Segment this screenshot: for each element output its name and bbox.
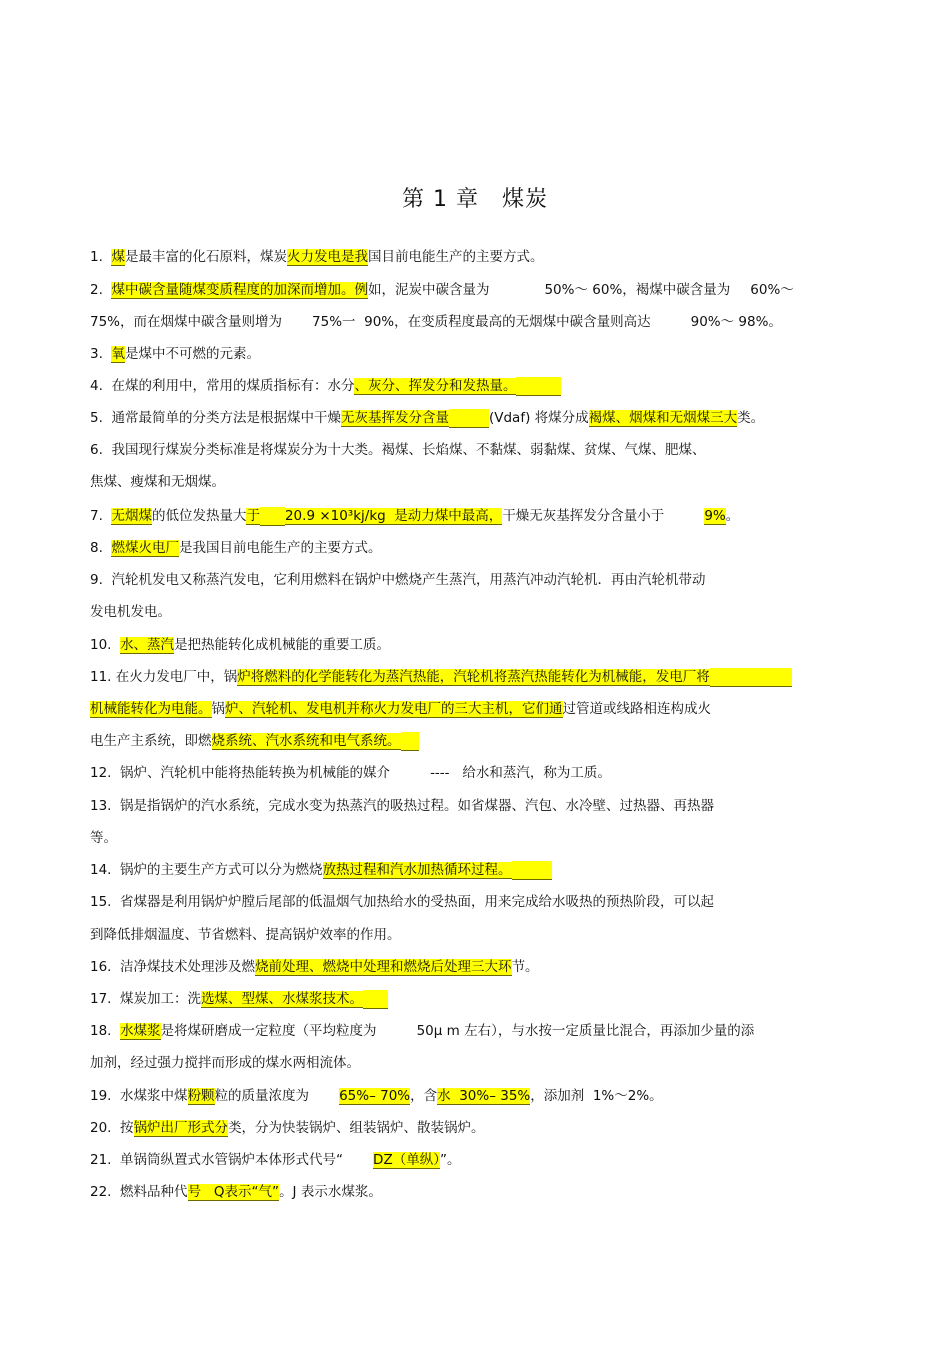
highlighted-text: 机械能转化为电能。 [90,701,212,717]
text-run: 60%～ [750,282,794,298]
text-run: ”。 [439,1152,461,1168]
text-run: 是最丰富的化石原料，煤炭 [124,249,287,265]
text-run: 9. 汽轮机发电又称蒸汽发电，它利用燃料在锅炉中燃烧产生蒸汽，用蒸汽冲动汽轮机．再由汽轮机带动 [90,572,706,588]
text-run: 节。 [511,959,539,975]
highlighted-text: 、灰分、挥发分和发热量。 [354,378,517,394]
paragraph-line [90,990,388,1009]
paragraph-line [90,958,539,976]
text-run: 90%～ 98%。 [690,314,782,330]
highlighted-text: 水煤浆 [120,1023,161,1039]
text-run: 等。 [90,830,117,846]
paragraph-line [90,473,225,491]
highlight-blank [710,668,792,687]
blank-space [377,1022,417,1040]
paragraph-line [90,861,552,880]
paragraph-line [90,1022,754,1040]
text-run: 是煤中不可燃的元素。 [124,346,260,362]
blank-space [651,313,691,331]
blank-space [343,1151,373,1169]
paragraph-line [90,1183,382,1201]
highlight-blank [363,990,388,1009]
highlight-blank [449,409,489,428]
text-run: 18. [90,1023,121,1039]
highlighted-text: 炉、汽轮机、发电机并称火力发电厂的三大主机，它们通 [225,701,563,717]
highlighted-text: 燃煤火电厂 [111,540,179,556]
text-run: 类，分为快装锅炉、组装锅炉、散装锅炉。 [228,1120,485,1136]
paragraph-line [90,1151,460,1169]
paragraph-line [90,700,711,718]
highlighted-text: DZ（单纵） [373,1152,440,1168]
text-run: 。J 表示水煤浆。 [279,1184,382,1200]
text-run: 是将煤研磨成一定粒度（平均粒度为 [160,1023,377,1039]
paragraph-line [90,1119,485,1137]
paragraph-line [90,893,714,911]
paragraph-line [90,829,117,847]
text-run: ---- 给水和蒸汽，称为工质。 [430,765,611,781]
text-run: 过管道或线路相连构成火 [562,701,711,717]
paragraph-line [90,281,794,299]
text-run: 国目前电能生产的主要方式。 [367,249,544,265]
highlight-blank [512,861,552,880]
text-run: ，添加剂 1%～2%。 [530,1088,663,1104]
text-run: 5. 通常最简单的分类方法是根据煤中干燥 [90,410,341,426]
text-run: 19. 水煤浆中煤 [90,1088,188,1104]
paragraph-line [90,377,561,396]
text-run: 电生产主系统，即燃 [90,733,212,749]
text-run: 到降低排烟温度、节省燃料、提高锅炉效率的作用。 [90,927,401,943]
highlighted-text: 炉将燃料的化学能转化为蒸汽热能，汽轮机将蒸汽热能转化为机械能，发电厂将 [237,669,710,685]
text-run: 21. 单锅筒纵置式水管锅炉本体形式代号“ [90,1152,344,1168]
paragraph-line [90,732,419,751]
text-run: ，含 [410,1088,438,1104]
highlighted-text: 放热过程和汽水加热循环过程。 [322,862,512,878]
text-run: 发电机发电。 [90,604,171,620]
text-run: 50μ m 左右），与水按一定质量比混合，再添加少量的添 [416,1023,755,1039]
highlighted-text: 烧系统、汽水系统和电气系统。 [211,733,401,749]
highlighted-text: 水、蒸汽 [120,637,175,653]
highlighted-text: 于 [246,508,260,524]
highlight-blank [260,507,285,526]
paragraph-line [90,764,611,782]
paragraph-line [90,603,171,621]
text-run: (Vdaf) 将煤分成 [488,410,589,426]
blank-space [489,281,544,299]
text-run: 8. [90,540,112,556]
paragraph-line [90,539,381,557]
text-run: 10. [90,637,121,653]
text-run: 2. [90,282,112,298]
highlighted-text: 烧前处理、燃烧中处理和燃烧后处理三大环 [255,959,512,975]
text-run: 焦煤、瘦煤和无烟煤。 [90,474,225,490]
text-run: 类。 [737,410,765,426]
text-run: 的低位发热量大 [151,508,247,524]
paragraph-line [90,668,792,687]
text-run: 22. 燃料品种代 [90,1184,188,1200]
paragraph-line [90,926,401,944]
highlight-blank [516,377,561,396]
text-run: 是我国目前电能生产的主要方式。 [178,540,382,556]
text-run: 1. [90,249,112,265]
blank-space [282,313,312,331]
text-run: 13. 锅是指锅炉的汽水系统，完成水变为热蒸汽的吸热过程。如省煤器、汽包、水冷壁、过热器、再热器 [90,798,715,814]
highlighted-text: 粉颗 [187,1088,215,1104]
text-run: 17. 煤炭加工：洗 [90,991,202,1007]
text-run: 15. 省煤器是利用锅炉炉膛后尾部的低温烟气加热给水的受热面，用来完成给水吸热的预热阶段，可以起 [90,894,715,910]
paragraph-line [90,1054,360,1072]
text-run: 7. [90,508,112,524]
highlighted-text: 火力发电是我 [286,249,368,265]
text-run: 是把热能转化成机械能的重要工质。 [174,637,391,653]
highlighted-text: 褐煤、烟煤和无烟煤三大 [588,410,738,426]
highlighted-text: 水 30%– 35% [437,1088,531,1104]
highlight-blank [401,732,419,751]
highlighted-text: 65%– 70% [339,1088,411,1104]
highlighted-text: 煤 [111,249,125,265]
text-run: 16. 洁净煤技术处理涉及燃 [90,959,256,975]
paragraph-line [90,797,714,815]
highlighted-text: 号 Q表示“气” [187,1184,280,1200]
text-run: 干燥无灰基挥发分含量小于 [502,508,665,524]
highlighted-text: 选煤、型煤、水煤浆技术。 [201,991,364,1007]
text-run: 50%～ 60%，褐煤中碳含量为 [544,282,731,298]
highlighted-text: 锅炉出厂形式分 [133,1120,229,1136]
text-run: 14. 锅炉的主要生产方式可以分为燃烧 [90,862,323,878]
text-run: 20. 按 [90,1120,134,1136]
highlighted-text: 煤中碳含量随煤变质程度的加深而增加。例 [111,282,368,298]
paragraph-line [90,409,764,428]
paragraph-line [90,1087,663,1105]
blank-space [730,281,750,299]
paragraph-line [90,313,782,331]
blank-space [309,1087,339,1105]
paragraph-line [90,441,705,459]
text-run: 加剂，经过强力搅拌而形成的煤水两相流体。 [90,1055,360,1071]
paragraph-line [90,248,543,266]
paragraph-line [90,507,739,526]
text-run: 6. 我国现行煤炭分类标准是将煤炭分为十大类。褐煤、长焰煤、不黏煤、弱黏煤、贫煤、气煤、肥煤、 [90,442,706,458]
highlighted-text: 无灰基挥发分含量 [340,410,449,426]
chapter-title: 第 1 章 煤炭 [402,187,548,212]
text-run: 11. 在火力发电厂中，锅 [90,669,238,685]
text-run: 3. [90,346,112,362]
text-run: 4. 在煤的利用中，常用的煤质指标有：水分 [90,378,355,394]
text-run: 如，泥炭中碳含量为 [367,282,490,298]
paragraph-line [90,571,705,589]
highlighted-text: 无烟煤 [111,508,152,524]
text-run: 75%，而在烟煤中碳含量则增为 [90,314,283,330]
paragraph-line [90,636,390,654]
paragraph-line [90,345,260,363]
text-run: 12. 锅炉、汽轮机中能将热能转换为机械能的媒介 [90,765,391,781]
blank-space [390,764,430,782]
text-run: 粒的质量浓度为 [214,1088,310,1104]
text-run: 75%一 90%，在变质程度最高的无烟煤中碳含量则高达 [312,314,651,330]
highlighted-text: 氧 [111,346,125,362]
text-run: 锅 [211,701,225,717]
blank-space [664,507,704,525]
highlighted-text: 9% [704,508,726,524]
text-run: 。 [725,508,740,524]
highlighted-text: 20.9 ×10³kj/kg 是动力煤中最高， [284,508,503,524]
